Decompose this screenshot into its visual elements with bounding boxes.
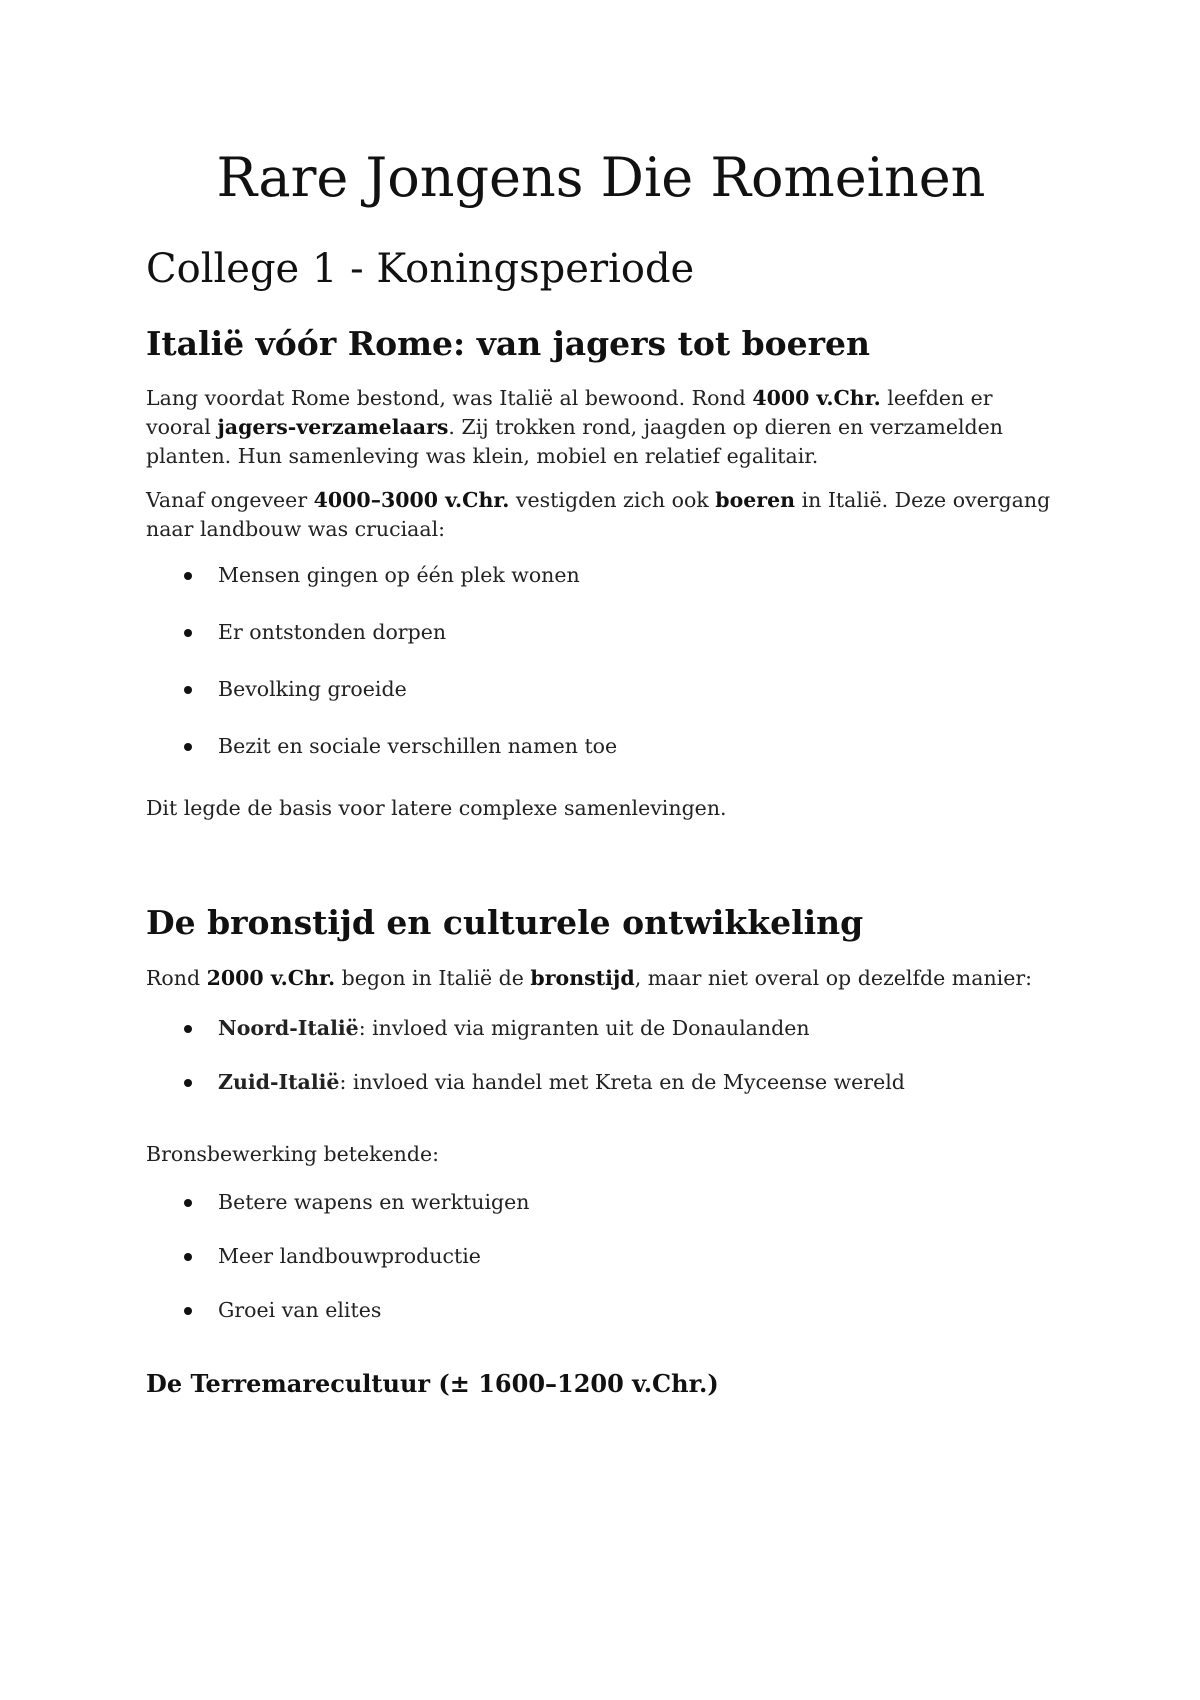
paragraph-basis: Dit legde de basis voor latere complexe samenlevingen.	[146, 796, 727, 820]
subheading-terremare: De Terremarecultuur (± 1600–1200 v.Chr.)	[146, 1369, 719, 1398]
landbouw-list	[146, 561, 1056, 761]
list-item: Noord-Italië: invloed via migranten uit de Donaulanden	[146, 1014, 1056, 1043]
list-item: Groei van elites	[146, 1296, 1056, 1325]
bullet-icon	[184, 743, 192, 751]
paragraph-jagers: Lang voordat Rome bestond, was Italië al bewoond. Rond 4000 v.Chr. leefden er vooral jagers-verzamelaars. Zij trokken rond, jaagden op dieren en verzamelden planten. Hun samenleving was klein, mobiel en relatief egalitair.	[146, 386, 1004, 468]
bullet-icon	[184, 686, 192, 694]
paragraph-boeren: Vanaf ongeveer 4000–3000 v.Chr. vestigden zich ook boeren in Italië. Deze overgang naar landbouw was cruciaal:	[146, 488, 1051, 541]
bullet-icon	[184, 572, 192, 580]
bullet-icon	[184, 1199, 192, 1207]
regions-list	[146, 1014, 1056, 1097]
document-title: Rare Jongens Die Romeinen	[216, 146, 986, 209]
list-item: Zuid-Italië: invloed via handel met Kreta en de Myceense wereld	[146, 1068, 1056, 1097]
list-item: Meer landbouwproductie	[146, 1242, 1056, 1271]
list-item: Bevolking groeide	[146, 675, 1056, 704]
bullet-icon	[184, 1307, 192, 1315]
list-item: Er ontstonden dorpen	[146, 618, 1056, 647]
chapter-heading: College 1 - Koningsperiode	[146, 246, 695, 292]
bullet-icon	[184, 629, 192, 637]
bronsbewerking-list	[146, 1188, 1056, 1325]
paragraph-bronsbewerking: Bronsbewerking betekende:	[146, 1142, 440, 1166]
list-item: Mensen gingen op één plek wonen	[146, 561, 1056, 590]
list-item: Bezit en sociale verschillen namen toe	[146, 732, 1056, 761]
bullet-icon	[184, 1253, 192, 1261]
section-heading-italie: Italië vóór Rome: van jagers tot boeren	[146, 324, 871, 363]
paragraph-bronstijd: Rond 2000 v.Chr. begon in Italië de bronstijd, maar niet overal op dezelfde manier:	[146, 966, 1033, 990]
bullet-icon	[184, 1025, 192, 1033]
list-item: Betere wapens en werktuigen	[146, 1188, 1056, 1217]
section-heading-bronstijd: De bronstijd en culturele ontwikkeling	[146, 903, 864, 942]
bullet-icon	[184, 1079, 192, 1087]
